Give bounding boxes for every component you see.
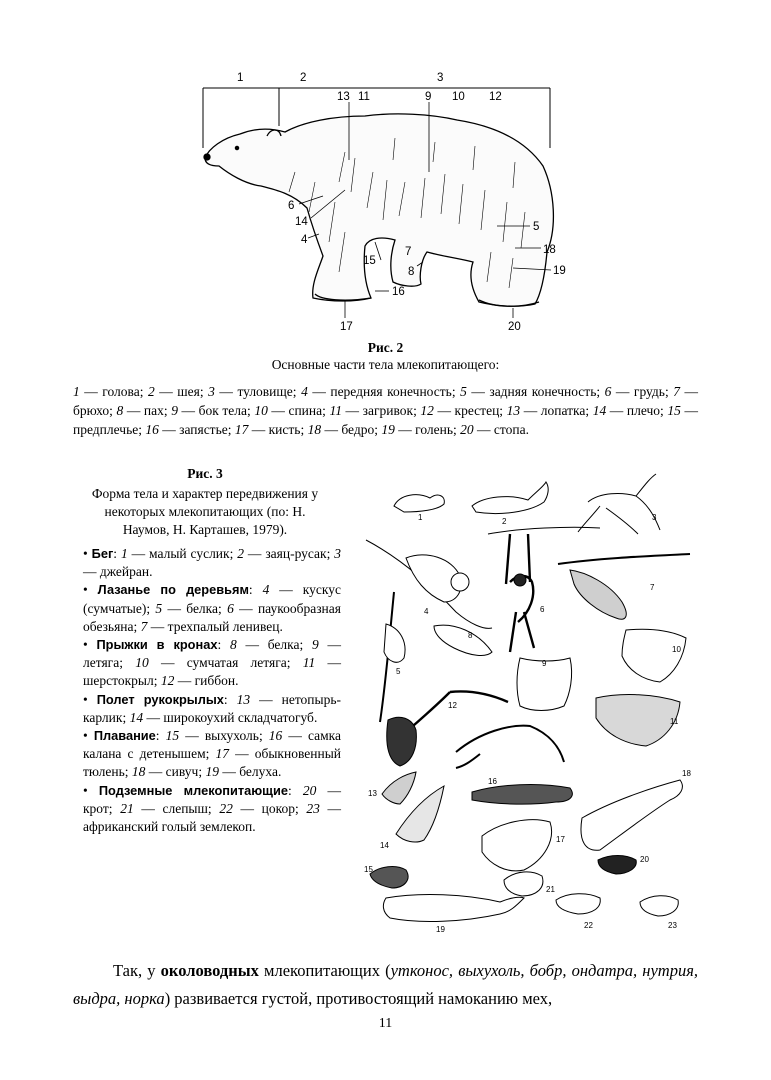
animal-5-squirrel bbox=[380, 592, 405, 722]
animal-number: 15 bbox=[165, 728, 180, 744]
animal-number: 11 bbox=[302, 655, 316, 671]
bear-label-2: 2 bbox=[300, 72, 307, 84]
animal-label-2: 2 bbox=[502, 517, 507, 526]
animal-label-16: 16 bbox=[488, 777, 497, 786]
legend-term: задняя конечность bbox=[489, 384, 597, 399]
animal-7-sloth bbox=[558, 554, 690, 619]
legend-number: 3 bbox=[208, 384, 215, 399]
animal-2-hare bbox=[472, 482, 548, 514]
figure3-locomotion-list bbox=[83, 545, 341, 836]
animal-19-beluga bbox=[383, 895, 524, 922]
animal-label-19: 19 bbox=[436, 925, 445, 934]
animal-name: белуха bbox=[239, 764, 278, 780]
figure3-title: Рис. 3 bbox=[187, 466, 223, 481]
locomotion-group-name: Бег bbox=[91, 546, 114, 561]
bear-label-17: 17 bbox=[340, 321, 353, 333]
figure2-caption: Основные части тела млекопитающего: bbox=[271, 357, 500, 372]
legend-term: предплечье bbox=[73, 422, 139, 437]
legend-number: 18 bbox=[307, 422, 322, 437]
animal-number: 9 bbox=[311, 637, 319, 653]
animal-name: слепыш bbox=[162, 800, 208, 816]
bear-label-15: 15 bbox=[363, 255, 376, 267]
legend-term: голова bbox=[102, 384, 140, 399]
legend-term: плечо bbox=[626, 403, 661, 418]
animal-name: заяц-русак bbox=[265, 546, 327, 561]
animal-number: 23 bbox=[306, 800, 320, 816]
animal-label-1: 1 bbox=[418, 513, 423, 522]
animal-name: белка bbox=[267, 637, 300, 653]
animal-number: 19 bbox=[205, 764, 219, 780]
figure2-legend: 1 — голова; 2 — шея; 3 — туловище; 4 — передняя конечность; 5 — задняя конечность; 6 — грудь; 7 — брюхо; 8 — пах; 9 — бок тела; 10 — спина; 11 — загривок; 12 — крестец; 13 — лопатка; 14 — плечо; 15 — предплечье; 16 — запястье; 17 — кисть; 18 — бедро; 19 — голень; 20 — стопа. bbox=[73, 384, 698, 437]
bear-label-18: 18 bbox=[543, 244, 556, 256]
animal-number: 5 bbox=[155, 600, 163, 616]
animal-number: 18 bbox=[131, 764, 146, 780]
animal-label-4: 4 bbox=[424, 607, 429, 616]
locomotion-group-name: Лазанье по деревьям bbox=[97, 582, 249, 598]
animal-18-sea-lion bbox=[581, 780, 682, 850]
legend-number: 15 bbox=[667, 403, 681, 418]
legend-number: 13 bbox=[506, 403, 521, 418]
animal-label-20: 20 bbox=[640, 855, 649, 864]
locomotion-group-name: Полет рукокрылых bbox=[96, 691, 224, 707]
paragraph-lead: Так, у bbox=[113, 961, 161, 980]
animal-name: нетопырь-карлик bbox=[83, 691, 341, 725]
legend-number: 8 bbox=[116, 403, 124, 418]
animals-figure bbox=[360, 462, 712, 942]
legend-number: 11 bbox=[329, 403, 342, 418]
animal-label-7: 7 bbox=[650, 583, 655, 592]
animal-number: 21 bbox=[120, 800, 134, 816]
paragraph-term: околоводных bbox=[160, 961, 259, 980]
paragraph-mid: млекопитающих ( bbox=[258, 961, 391, 980]
animal-name: сумчатая летяга bbox=[186, 655, 287, 671]
animal-name: летяга bbox=[83, 655, 120, 671]
legend-number: 1 bbox=[73, 384, 80, 399]
legend-number: 2 bbox=[148, 384, 155, 399]
animal-number: 20 bbox=[302, 782, 317, 798]
animal-21-blind-mole-rat bbox=[504, 872, 543, 896]
animal-name: малый суслик bbox=[149, 546, 230, 561]
animal-13-bat bbox=[382, 772, 416, 804]
animal-name: сивуч bbox=[165, 764, 199, 780]
animal-number: 17 bbox=[215, 746, 229, 762]
legend-term: крестец bbox=[454, 403, 500, 418]
bear-label-10: 10 bbox=[452, 91, 465, 103]
animal-17-seal bbox=[482, 820, 552, 871]
bear-label-19: 19 bbox=[553, 265, 566, 277]
bear-label-16: 16 bbox=[392, 286, 405, 298]
legend-number: 16 bbox=[145, 422, 159, 437]
animal-label-9: 9 bbox=[542, 659, 547, 668]
locomotion-group-name: Плавание bbox=[93, 728, 156, 744]
legend-term: бедро bbox=[341, 422, 375, 437]
legend-term: стопа bbox=[493, 422, 526, 437]
locomotion-group: • Плавание: 15 — выхухоль; 16 — самка калана с детенышем; 17 — обыкновенный тюлень; 18 — сивуч; 19 — белуха. bbox=[83, 728, 342, 780]
legend-number: 9 bbox=[171, 403, 178, 418]
animal-label-5: 5 bbox=[396, 667, 401, 676]
bear-label-20: 20 bbox=[508, 321, 521, 333]
animal-label-11: 11 bbox=[670, 717, 679, 726]
legend-number: 7 bbox=[673, 384, 680, 399]
animal-name: паукообразная обезьяна bbox=[83, 600, 341, 634]
bear-label-4: 4 bbox=[301, 234, 308, 246]
animal-number: 10 bbox=[135, 655, 149, 671]
animal-label-6: 6 bbox=[540, 605, 545, 614]
animal-number: 16 bbox=[268, 728, 283, 744]
animal-11-colugo bbox=[596, 695, 680, 746]
animal-label-18: 18 bbox=[682, 769, 691, 778]
animal-name: кускус (сумчатые) bbox=[83, 582, 341, 616]
paragraph-tail: ) развивается густой, противостоящий намоканию мех, bbox=[164, 989, 553, 1008]
locomotion-group: • Подземные млекопитающие: 20 — крот; 21 — слепыш; 22 — цокор; 23 — африканский голый землекоп. bbox=[83, 782, 342, 835]
legend-number: 17 bbox=[234, 422, 249, 437]
page-number: 11 bbox=[378, 1016, 393, 1031]
legend-term: брюхо bbox=[73, 403, 110, 418]
legend-term: загривок bbox=[362, 403, 414, 418]
body-paragraph bbox=[73, 957, 698, 1013]
bear-label-7: 7 bbox=[405, 246, 412, 258]
legend-term: кисть bbox=[268, 422, 301, 437]
bear-label-12: 12 bbox=[489, 91, 502, 103]
bear-label-5: 5 bbox=[533, 221, 540, 233]
legend-number: 14 bbox=[592, 403, 607, 418]
bear-label-1: 1 bbox=[237, 72, 244, 84]
bear-figure bbox=[195, 62, 575, 340]
animal-label-22: 22 bbox=[584, 921, 593, 930]
locomotion-group: • Прыжки в кронах: 8 — белка; 9 — летяга; 10 — сумчатая летяга; 11 — шерстокрыл; 12 — гиббон. bbox=[83, 637, 341, 689]
animal-number: 12 bbox=[160, 673, 175, 689]
animal-label-3: 3 bbox=[652, 513, 657, 522]
bear-label-9: 9 bbox=[425, 91, 432, 103]
animal-number: 1 bbox=[120, 546, 128, 561]
legend-number: 12 bbox=[420, 403, 434, 418]
figure3-caption: Форма тела и характер передвижения у некоторых млекопитающих (по: Н. Наумов, Н. Карташев, 1979). bbox=[91, 486, 319, 537]
bear-drawing bbox=[204, 114, 553, 306]
legend-term: запястье bbox=[179, 422, 228, 437]
animal-8-flying-squirrel bbox=[434, 625, 492, 655]
legend-term: туловище bbox=[237, 384, 293, 399]
animal-name: гиббон bbox=[194, 673, 236, 689]
animal-label-21: 21 bbox=[546, 885, 555, 894]
animal-label-14: 14 bbox=[380, 841, 389, 850]
locomotion-group-name: Подземные млекопитающие bbox=[98, 782, 288, 798]
locomotion-group: • Полет рукокрылых: 13 — нетопырь-карлик; 14 — широкоухий складчатогуб. bbox=[83, 691, 341, 725]
animal-name: выхухоль bbox=[204, 728, 259, 744]
animal-10-sugar-glider bbox=[622, 629, 686, 682]
legend-number: 6 bbox=[604, 384, 612, 399]
animal-number: 14 bbox=[129, 709, 144, 725]
animal-name: обыкновенный тюлень bbox=[83, 746, 341, 780]
locomotion-group: • Лазанье по деревьям: 4 — кускус (сумчатые); 5 — белка; 6 — паукообразная обезьяна; 7 — трехпалый ленивец. bbox=[83, 582, 341, 634]
animal-label-13: 13 bbox=[368, 789, 377, 798]
animal-number: 4 bbox=[262, 582, 270, 598]
animal-number: 8 bbox=[229, 637, 237, 653]
animal-3-gazelle bbox=[578, 474, 660, 534]
animal-number: 22 bbox=[219, 800, 233, 816]
legend-term: лопатка bbox=[540, 403, 586, 418]
animal-1-suslik bbox=[394, 495, 444, 512]
animal-23-naked-mole-rat bbox=[640, 896, 678, 916]
animal-number: 7 bbox=[140, 618, 148, 634]
bear-label-3: 3 bbox=[437, 72, 444, 84]
animal-label-15: 15 bbox=[364, 865, 373, 874]
animal-name: цокор bbox=[261, 800, 295, 816]
legend-term: спина bbox=[288, 403, 323, 418]
legend-term: шея bbox=[177, 384, 200, 399]
animal-number: 13 bbox=[236, 691, 251, 707]
animal-number: 6 bbox=[227, 600, 234, 616]
legend-number: 19 bbox=[381, 422, 395, 437]
bear-label-6: 6 bbox=[288, 200, 295, 212]
animal-15-desman bbox=[370, 867, 408, 888]
animal-label-10: 10 bbox=[672, 645, 681, 654]
locomotion-group-name: Прыжки в кронах bbox=[96, 637, 218, 653]
animal-16-sea-otter bbox=[472, 785, 572, 805]
animal-name: белка bbox=[186, 600, 219, 616]
animal-name: африканский голый землекоп bbox=[83, 819, 253, 835]
legend-term: бок тела bbox=[198, 403, 247, 418]
paragraph-examples: утконос, выхухоль, бобр, ондатра, нутрия, выдра, норка bbox=[73, 961, 699, 1008]
bear-label-8: 8 bbox=[408, 266, 415, 278]
animal-22-zokor bbox=[556, 894, 600, 914]
legend-term: голень bbox=[415, 422, 454, 437]
animal-name: широкоухий складчатогуб bbox=[163, 709, 314, 725]
animal-4-cuscus bbox=[366, 540, 492, 628]
animal-label-8: 8 bbox=[468, 631, 473, 640]
animal-name: шерстокрыл bbox=[83, 673, 154, 689]
legend-number: 20 bbox=[460, 422, 474, 437]
locomotion-group: • Бег: 1 — малый суслик; 2 — заяц-русак; 3 — джейран. bbox=[83, 546, 342, 580]
animal-20-mole bbox=[598, 856, 636, 875]
animal-name: крот bbox=[83, 800, 109, 816]
animal-name: трехпалый ленивец bbox=[167, 618, 280, 634]
legend-term: передняя конечность bbox=[330, 384, 452, 399]
animal-name: джейран bbox=[99, 564, 150, 580]
animal-number: 3 bbox=[334, 546, 342, 561]
bear-label-14: 14 bbox=[295, 216, 308, 228]
figure2-title: Рис. 2 bbox=[367, 340, 404, 355]
animal-number: 2 bbox=[237, 546, 244, 561]
legend-number: 4 bbox=[301, 384, 308, 399]
legend-number: 5 bbox=[460, 384, 467, 399]
bear-label-13: 13 bbox=[337, 91, 350, 103]
animal-name: самка калана с детенышем bbox=[83, 728, 342, 762]
animal-label-12: 12 bbox=[448, 701, 457, 710]
legend-number: 10 bbox=[254, 403, 268, 418]
legend-term: пах bbox=[143, 403, 164, 418]
animal-label-23: 23 bbox=[668, 921, 677, 930]
legend-term: грудь bbox=[633, 384, 665, 399]
bear-label-11: 11 bbox=[358, 91, 370, 103]
animal-label-17: 17 bbox=[556, 835, 565, 844]
